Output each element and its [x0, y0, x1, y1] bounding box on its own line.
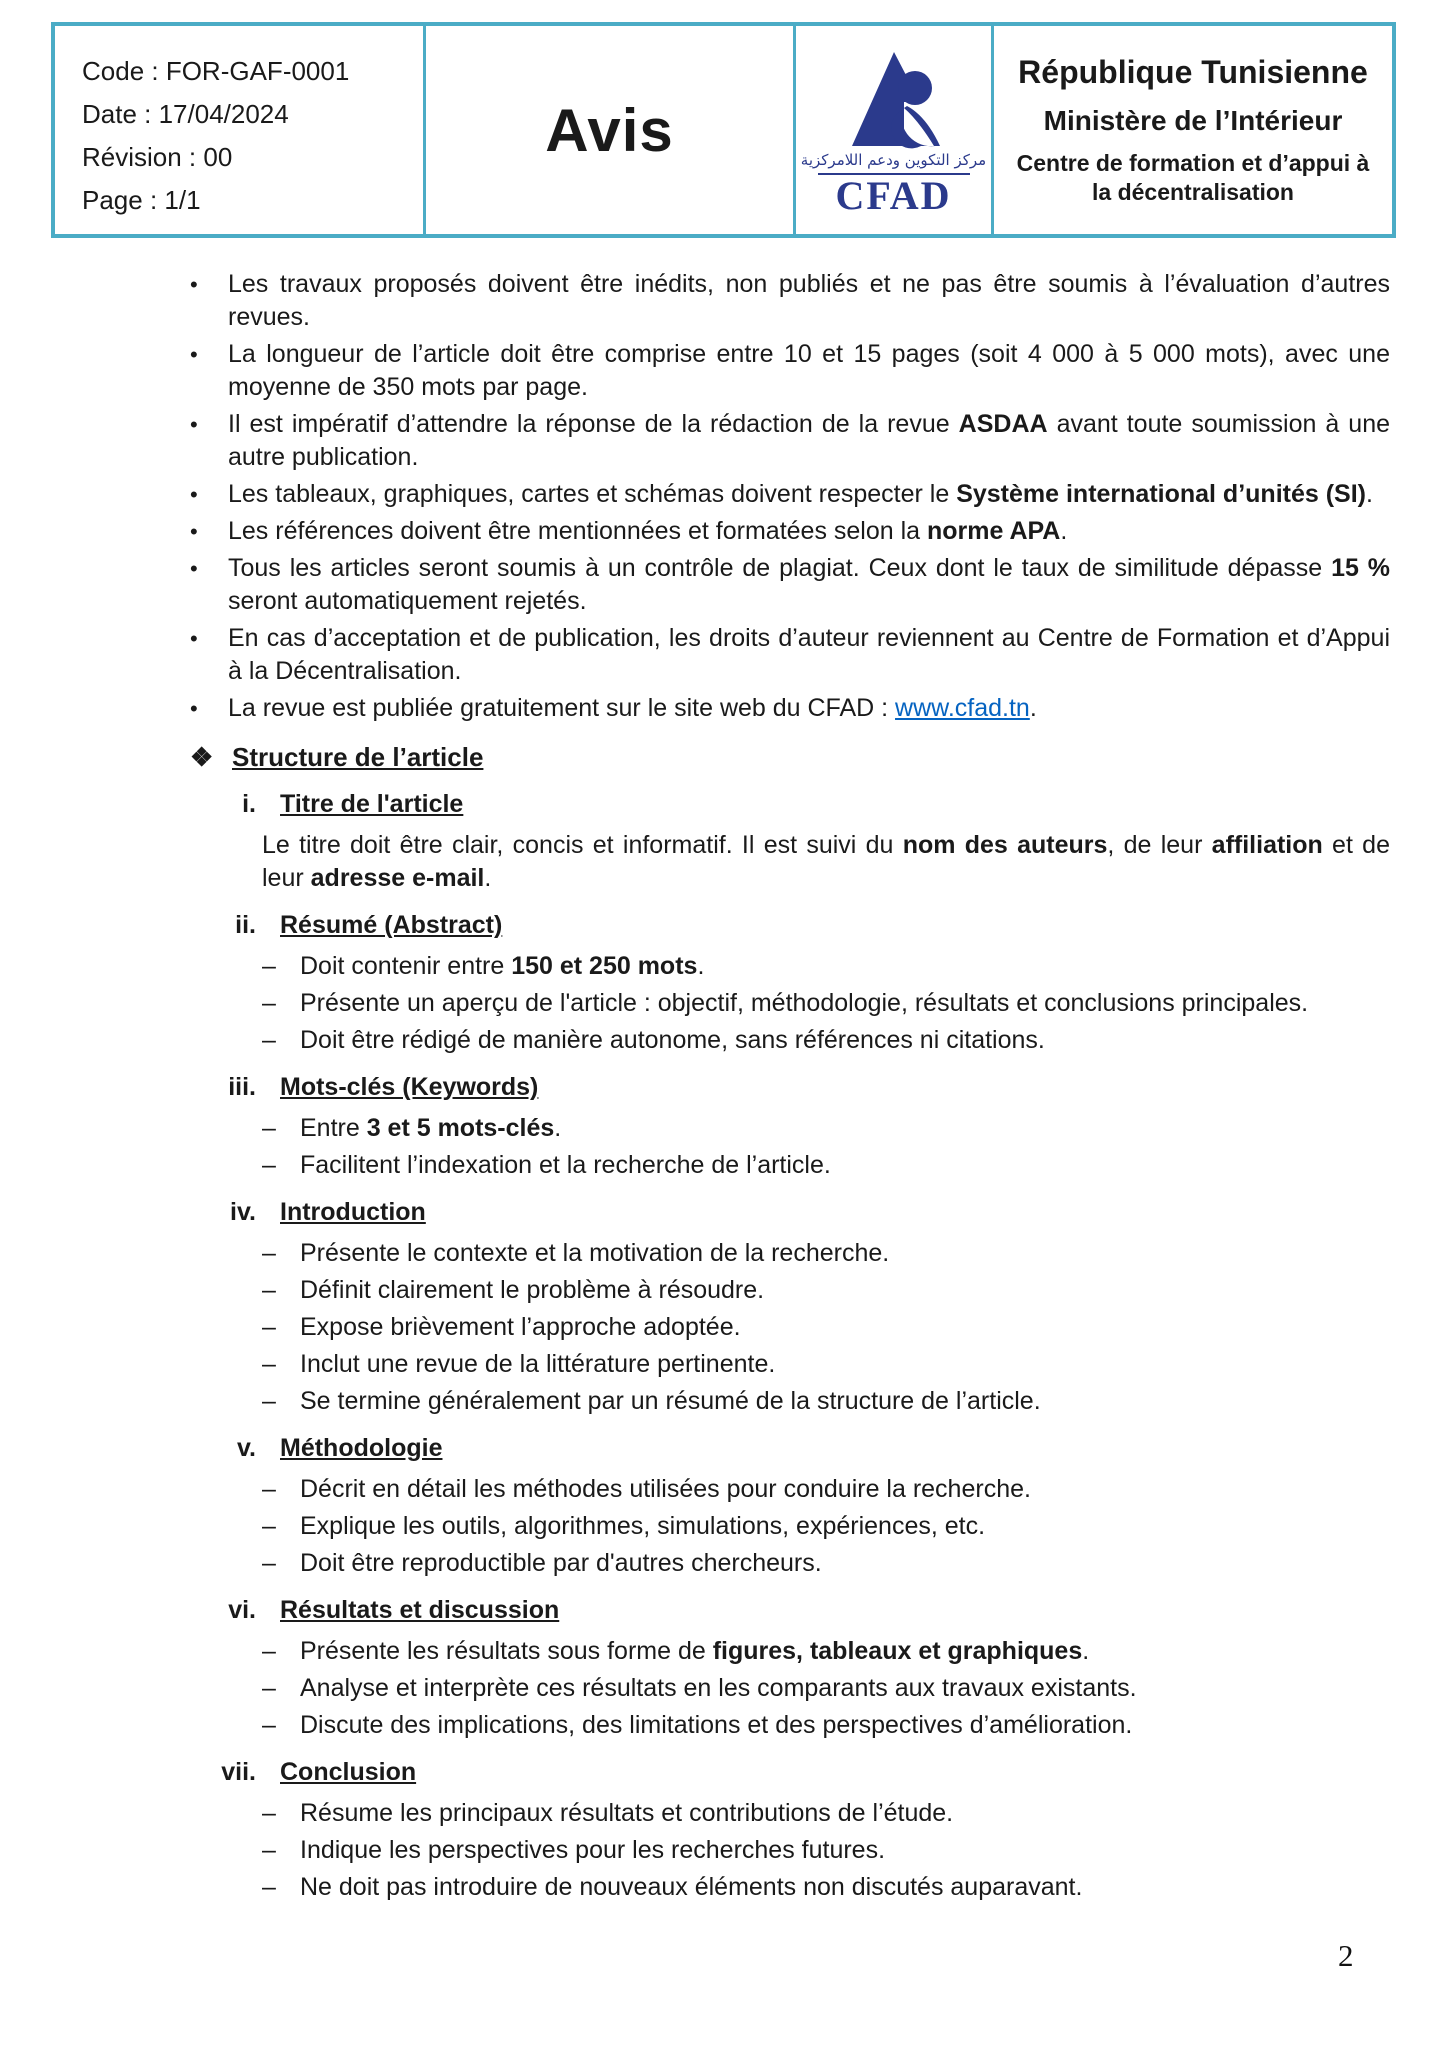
dash-item-text: Ne doit pas introduire de nouveaux éléments non discutés auparavant.: [300, 1873, 1083, 1901]
section: [190, 788, 1390, 895]
dash-icon: –: [262, 1114, 276, 1142]
dash-item: [262, 987, 1390, 1020]
dash-item: [262, 1112, 1390, 1145]
dash-item-text: Doit être reproductible par d'autres chercheurs.: [300, 1549, 822, 1577]
section-title: Méthodologie: [280, 1434, 443, 1462]
section-numeral: iii.: [228, 1073, 256, 1101]
dash-icon: –: [262, 1836, 276, 1864]
dash-icon: –: [262, 952, 276, 980]
bullet-item: [190, 515, 1390, 548]
dash-icon: –: [262, 1350, 276, 1378]
section: [190, 909, 1390, 1057]
dash-item-text: Entre 3 et 5 mots-clés.: [300, 1114, 562, 1142]
dash-item: [262, 1510, 1390, 1543]
org-ministry: Ministère de l’Intérieur: [1043, 104, 1343, 136]
dash-item-text: Inclut une revue de la littérature pertinente.: [300, 1350, 776, 1378]
section-heading: [190, 1196, 1390, 1229]
dash-icon: –: [262, 1873, 276, 1901]
dash-item-text: Analyse et interprète ces résultats en les comparants aux travaux existants.: [300, 1674, 1137, 1702]
section-title: Résultats et discussion: [280, 1596, 560, 1624]
dash-icon: –: [262, 1674, 276, 1702]
bullet-text: Il est impératif d’attendre la réponse de la rédaction de la revue ASDAA avant toute soumission à une autre publication.: [228, 410, 1390, 471]
document-body: [190, 268, 1390, 1908]
section-title: Titre de l'article: [280, 790, 464, 818]
dash-icon: –: [262, 1711, 276, 1739]
cfad-logo-icon: [842, 50, 946, 150]
dash-icon: –: [262, 1512, 276, 1540]
dash-icon: –: [262, 1549, 276, 1577]
dash-item-text: Expose brièvement l’approche adoptée.: [300, 1313, 741, 1341]
cfad-acronym: CFAD: [835, 172, 952, 218]
document-title: Avis: [545, 96, 674, 164]
dash-icon: –: [262, 1313, 276, 1341]
section-title: Résumé (Abstract): [280, 911, 503, 939]
bullet-text: En cas d’acceptation et de publication, les droits d’auteur reviennent au Centre de Formation et d’Appui à la Décentralisation.: [228, 624, 1390, 685]
diamond-icon: ❖: [190, 742, 214, 772]
dash-item: [262, 1274, 1390, 1307]
section-list: [190, 788, 1390, 1904]
header-org-cell: [991, 26, 1392, 234]
cfad-logo-arabic-text: مركز التكوين ودعم اللامركزية: [800, 150, 987, 169]
bullet-icon: •: [190, 696, 198, 721]
bullet-item: [190, 408, 1390, 474]
dash-item: [262, 1311, 1390, 1344]
dash-item-text: Définit clairement le problème à résoudre.: [300, 1276, 765, 1304]
dash-icon: –: [262, 1151, 276, 1179]
section: [190, 1432, 1390, 1580]
dash-icon: –: [262, 1026, 276, 1054]
section: [190, 1594, 1390, 1742]
dash-item: [262, 1547, 1390, 1580]
dash-item-text: Présente le contexte et la motivation de la recherche.: [300, 1239, 890, 1267]
dash-item-text: Indique les perspectives pour les recherches futures.: [300, 1836, 886, 1864]
bullet-icon: •: [190, 556, 198, 581]
section-numeral: v.: [237, 1434, 256, 1462]
dash-item-text: Résume les principaux résultats et contributions de l’étude.: [300, 1799, 954, 1827]
doc-page: Page : 1/1: [82, 185, 201, 215]
bullet-text: Les tableaux, graphiques, cartes et schémas doivent respecter le Système international d’unités (SI).: [228, 480, 1373, 508]
section-title: Mots-clés (Keywords): [280, 1073, 539, 1101]
section-heading: [190, 909, 1390, 942]
dash-icon: –: [262, 1637, 276, 1665]
dash-item: [262, 1385, 1390, 1418]
section-heading: [190, 1071, 1390, 1104]
cfad-website-link[interactable]: www.cfad.tn: [895, 694, 1030, 722]
dash-item: [262, 1348, 1390, 1381]
doc-date: Date : 17/04/2024: [82, 99, 289, 129]
dash-item: [262, 1473, 1390, 1506]
dash-item-text: Se termine généralement par un résumé de la structure de l’article.: [300, 1387, 1041, 1415]
bullet-text: Les références doivent être mentionnées et formatées selon la norme APA.: [228, 517, 1068, 545]
bullet-item: [190, 552, 1390, 618]
dash-item-text: Présente les résultats sous forme de figures, tableaux et graphiques.: [300, 1637, 1090, 1665]
bullet-item: [190, 478, 1390, 511]
header-table: [51, 22, 1396, 238]
structure-heading: [190, 741, 1390, 774]
dash-item: [262, 1024, 1390, 1057]
dash-item: [262, 1149, 1390, 1182]
dash-item-text: Doit contenir entre 150 et 250 mots.: [300, 952, 705, 980]
bullet-item: [190, 692, 1390, 725]
section: [190, 1756, 1390, 1904]
doc-revision: Révision : 00: [82, 142, 233, 172]
dash-item-text: Décrit en détail les méthodes utilisées pour conduire la recherche.: [300, 1475, 1031, 1503]
bullet-icon: •: [190, 272, 198, 297]
header-logo-cell: [793, 26, 991, 234]
dash-item: [262, 1797, 1390, 1830]
dash-item-text: Présente un aperçu de l'article : objectif, méthodologie, résultats et conclusions principales.: [300, 989, 1309, 1017]
dash-icon: –: [262, 1276, 276, 1304]
dash-item: [262, 1672, 1390, 1705]
dash-icon: –: [262, 1387, 276, 1415]
dash-item: [262, 1834, 1390, 1867]
section-heading: [190, 1432, 1390, 1465]
bullet-text: La longueur de l’article doit être comprise entre 10 et 15 pages (soit 4 000 à 5 000 mots), avec une moyenne de 350 mots par page.: [228, 340, 1390, 401]
org-center: Centre de formation et d’appui à la décentralisation: [1016, 150, 1370, 205]
section-numeral: vi.: [228, 1596, 256, 1624]
dash-icon: –: [262, 989, 276, 1017]
bullet-text: Les travaux proposés doivent être inédits, non publiés et ne pas être soumis à l’évaluation d’autres revues.: [228, 270, 1390, 331]
dash-item-text: Discute des implications, des limitations et des perspectives d’amélioration.: [300, 1711, 1133, 1739]
bullet-item: [190, 622, 1390, 688]
dash-item: [262, 950, 1390, 983]
dash-item: [262, 1237, 1390, 1270]
section-numeral: i.: [242, 790, 256, 818]
structure-heading-label: Structure de l’article: [232, 742, 484, 772]
bullet-text: La revue est publiée gratuitement sur le site web du CFAD : www.cfad.tn.: [228, 694, 1037, 722]
section-numeral: ii.: [235, 911, 256, 939]
dash-item: [262, 1635, 1390, 1668]
bullet-icon: •: [190, 626, 198, 651]
section-heading: [190, 1756, 1390, 1789]
dash-item-text: Facilitent l’indexation et la recherche de l’article.: [300, 1151, 831, 1179]
bullet-icon: •: [190, 342, 198, 367]
section-title: Conclusion: [280, 1758, 417, 1786]
header-meta-cell: [55, 26, 423, 234]
bullet-list: [190, 268, 1390, 725]
bullet-icon: •: [190, 519, 198, 544]
dash-item-text: Explique les outils, algorithmes, simulations, expériences, etc.: [300, 1512, 986, 1540]
bullet-item: [190, 268, 1390, 334]
dash-item-text: Doit être rédigé de manière autonome, sans références ni citations.: [300, 1026, 1045, 1054]
dash-item: [262, 1709, 1390, 1742]
section-heading: [190, 1594, 1390, 1627]
section: [190, 1071, 1390, 1182]
dash-item: [262, 1871, 1390, 1904]
page-number: 2: [1338, 1938, 1354, 1973]
section-numeral: iv.: [230, 1198, 256, 1226]
dash-icon: –: [262, 1799, 276, 1827]
section-heading: [190, 788, 1390, 821]
section: [190, 1196, 1390, 1418]
bullet-text: Tous les articles seront soumis à un contrôle de plagiat. Ceux dont le taux de similitude dépasse 15 % seront automatiquement rejetés.: [228, 554, 1390, 615]
bullet-item: [190, 338, 1390, 404]
section-paragraph: Le titre doit être clair, concis et informatif. Il est suivi du nom des auteurs, de leur affiliation et de leur adresse e-mail.: [262, 831, 1390, 892]
bullet-icon: •: [190, 412, 198, 437]
dash-icon: –: [262, 1239, 276, 1267]
dash-icon: –: [262, 1475, 276, 1503]
doc-code: Code : FOR-GAF-0001: [82, 56, 350, 86]
header-title-cell: [423, 26, 793, 234]
bullet-icon: •: [190, 482, 198, 507]
section-title: Introduction: [280, 1198, 426, 1226]
section-numeral: vii.: [221, 1758, 256, 1786]
org-republic: République Tunisienne: [1018, 54, 1368, 91]
